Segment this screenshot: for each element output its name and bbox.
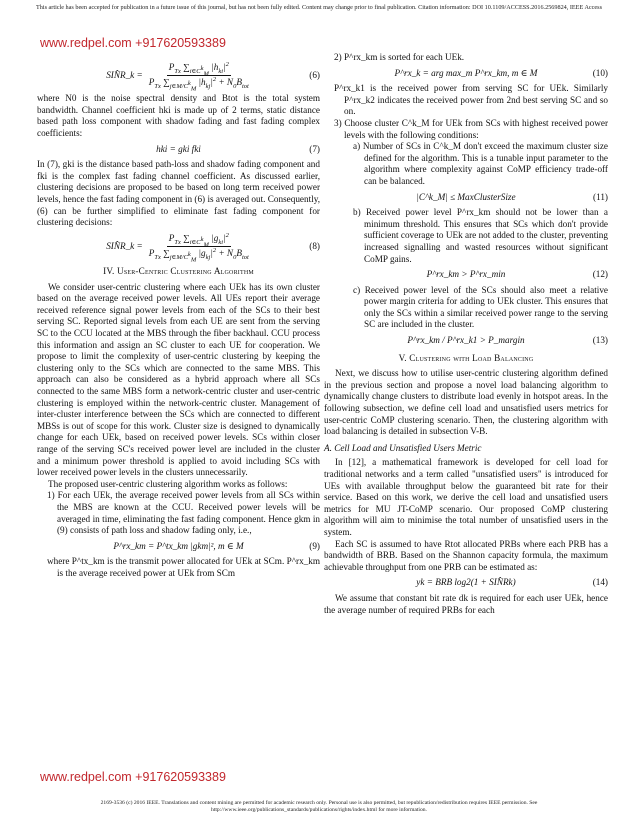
equation-8 [37,231,320,264]
paragraph-fading: In (7), gki is the distance based path-loss and shadow fading component and fki is the complex fast fading channel coefficient. As discussed earlier, clustering decisions are proposed to be based on long term received power levels, hence the fast fading component in (6) is averaged out. Consequently, (6) can be further simplified to eliminate fast fading component for clustering decisions: [37,159,320,228]
paragraph-load-balancing: Next, we discuss how to utilise user-centric clustering algorithm defined in the previous section and propose a novel load balancing algorithm to dynamically change clusters to distribute load evenly in hotspot areas. In the following subsection, we define cell load and unsatisfied users metrics for user-centric CoMP clustering scenario. Then, the clustering algorithm with load balancing is detailed in subsection V-B. [324,368,608,437]
equation-12-number: (12) [592,269,608,280]
paragraph-algorithm-intro: The proposed user-centric clustering algorithm works as follows: [48,478,288,489]
paragraph-bit-rate: We assume that constant bit rate dk is required for each user UEk, hence the average number of required PRBs for each [324,592,608,615]
equation-9-number: (9) [309,540,320,551]
paragraph-serving-sc: P^rx_k1 is the received power from serving SC for UEk. Similarly P^rx_k2 indicates the received power from 2nd best serving SC and so on. [334,83,608,117]
equation-6-fraction: $\frac{P_{Tx} \sum_{i\in C^k_M} |h_{ki}|^2}{P_{Tx} \sum_{j\in M/C^k_M} |h_{kj}|^2 + N_0B_{tot}}$ [148,60,249,93]
equation-9-body: P^rx_km = P^tx_km |gkm|², m ∈ M [113,540,244,551]
list-item-3c: c) Received power level of the SCs should also meet a relative power margin criteria for adding to UEk cluster. This ensures that only the SCs within a similar received power range to the serving SC are included in the cluster. [353,284,608,330]
watermark-bottom: www.redpel.com +917620593389 [40,770,226,784]
list-item-1: 1) For each UEk, the average received power levels from all SCs within the MBS are known at the CCU. Received power levels will be averaged in time, eliminating the fast fading component. Hence gkm in (9) consists of path loss and shadow fading only, i.e., [47,490,320,536]
equation-6-lhs: SIN̂R_k = [106,69,143,80]
paragraph-cell-load: In [12], a mathematical framework is developed for cell load for traditional networks and a term called "unsatisfied users" is introduced for UEs with available throughput below the guaranteed bit rate for their service. Based on this work, we derive the cell load and unsatisfied users metrics for MU JT-CoMP scenario. Our proposed CoMP clustering algorithm will aim to minimise the total number of unsatisfied users in the system. [324,457,608,537]
equation-7-number: (7) [309,143,320,154]
equation-11 [324,192,608,204]
equation-11-number: (11) [593,191,608,202]
list-item-3a: a) Number of SCs in C^k_M don't exceed the maximum cluster size defined for the algorithm. This is a tunable input parameter to the algorithm where complexity against CoMP efficiency trade-off can be balanced. [353,141,608,186]
equation-6-number: (6) [309,69,320,80]
equation-12-body: P^rx_km > P^rx_min [426,269,506,280]
watermark-top: www.redpel.com +917620593389 [40,36,226,50]
section-4-heading: IV. User-Centric Clustering Algorithm [103,266,254,277]
copyright-footer: 2169-3536 (c) 2016 IEEE. Translations and content mining are permitted for academic research only. Personal use is also permitted, but republication/redistribution requires IEEE permission. See http://www.ieee.org/publications_standards/publications/rights/index.html for more information. [100,800,538,813]
equation-10-body: P^rx_k = arg max_m P^rx_km, m ∈ M [394,67,538,78]
list-item-2: 2) P^rx_km is sorted for each UEk. [334,52,465,62]
publication-banner: This article has been accepted for publication in a future issue of this journal, but has not been fully edited. Content may change prior to final publication. Citation information: DOI 10.1109/ACCESS.2016.2569824, IEEE Access [36,4,602,11]
equation-9 [37,541,320,553]
equation-7-body: hki = gki fki [156,143,201,154]
equation-14-number: (14) [592,577,608,588]
equation-8-number: (8) [309,240,320,251]
paragraph-transmit-power: where P^tx_km is the transmit power allocated for UEk at SCm. P^rx_km is the average received power at UEk from SCm [47,556,320,578]
equation-13-body: P^rx_km / P^rx_k1 > P_margin [407,335,525,346]
list-item-3b: b) Received power level P^rx_km should not be lower than a minimum threshold. This ensures that SCs which don't provide sufficient coverage to UEk are not added to the cluster, preventing increased signalling and wasted resources without significant CoMP gains. [353,207,608,264]
equation-12 [324,269,608,281]
paragraph-noise: where N0 is the noise spectral density and Btot is the total system bandwidth. Channel coefficient hki is made up of 2 terms, static distance based path loss component with shadow fading and fast fading complex coefficients: [37,93,320,139]
section-5-heading: V. Clustering with Load Balancing [398,352,534,363]
equation-13-number: (13) [592,335,608,346]
equation-8-lhs: SIN̂R_k = [106,240,143,251]
paragraph-prb: Each SC is assumed to have Rtot allocated PRBs where each PRB has a bandwidth of BRB. Based on the Shannon capacity formula, the maximum achievable throughput from one PRB can be estimated as: [324,538,608,572]
list-item-3: 3) Choose cluster C^k_M for UEk from SCs with highest received power levels with the following conditions: [334,117,608,140]
equation-10 [324,68,608,80]
subsection-a-heading: A. Cell Load and Unsatisfied Users Metric [324,442,482,453]
equation-14 [324,577,608,589]
equation-6 [37,60,320,93]
paragraph-user-centric: We consider user-centric clustering where each UEk has its own cluster based on the average received power levels. All UEs report their average received reference signal power levels from each of the SCs to their best serving SC. Reported signal levels from each UE are sent from the serving SC to the CCU located at the MBS through the fiber backhaul. CCU process this information and assign an SC cluster to each UE for cooperation. We propose to limit the complexity of user-centric clustering by keeping the clustering only to the SCs which are connected to the same MBS. This approach can also be considered as a hybrid approach where all SCs connected to the same MBS form a network-centric cluster and user-centric clustering is employed within the network-centric cluster. Management of inter-cluster interference between the SCs which are connected to different MBSs is out of scope for this work. Cluster size is designed to dynamically change for each UEk, based on received power levels. SCs within closer range of the serving SC's received power level are included in the cluster and a minimum power threshold is applied to avoid including SCs with lower received power levels in the clusters unnecessarily. [37,281,320,478]
equation-10-number: (10) [592,67,608,78]
equation-14-body: yk = BRB log2(1 + SIN̂Rk) [416,577,516,588]
equation-11-body: |C^k_M| ≤ MaxClusterSize [416,191,516,202]
equation-7 [37,144,320,156]
equation-8-fraction: $\frac{P_{Tx} \sum_{i\in C^k_M} |g_{ki}|^2}{P_{Tx} \sum_{j\in M/C^k_M} |g_{kj}|^2 + N_0B_{tot}}$ [148,231,249,264]
equation-13 [324,335,608,347]
left-column [37,58,320,579]
right-column [324,52,608,616]
